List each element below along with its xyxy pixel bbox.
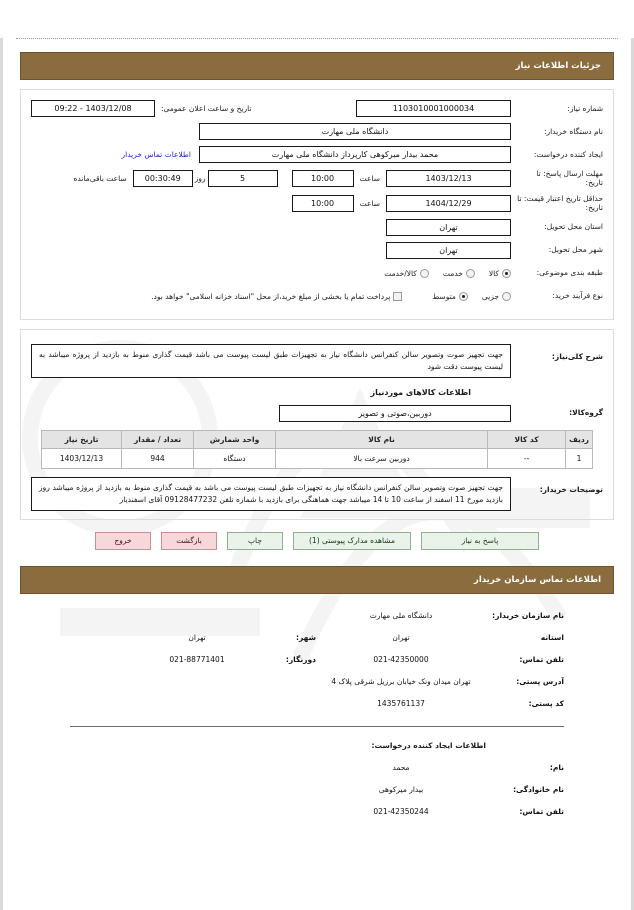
contact-city-label: شهر: bbox=[296, 633, 316, 643]
th-qty: تعداد / مقدار bbox=[122, 430, 194, 448]
creator-row-last-name bbox=[70, 784, 564, 796]
category-option-goods-service-label: کالا/خدمت bbox=[384, 268, 417, 278]
contact-row-address bbox=[70, 676, 564, 688]
category-option-goods-label: کالا bbox=[488, 268, 499, 278]
creator-label: ایجاد کننده درخواست: bbox=[533, 149, 603, 159]
goods-group-value: دوربین،صوتی و تصویر bbox=[279, 405, 511, 422]
need-summary-label: شرح کلی‌نیاز: bbox=[551, 351, 603, 361]
goods-table-head bbox=[42, 430, 593, 448]
buyer-org-label: نام دستگاه خریدار: bbox=[543, 126, 603, 136]
contact-org-name-label: نام سازمان خریدار: bbox=[492, 611, 564, 621]
exit-button[interactable]: خروج bbox=[95, 532, 151, 550]
need-details-panel bbox=[20, 89, 614, 320]
creator-row-phone bbox=[70, 806, 564, 818]
row-deadline bbox=[31, 169, 603, 188]
th-radif: ردیف bbox=[566, 430, 593, 448]
row-buyer-org bbox=[31, 123, 603, 140]
treasury-bond-checkbox-icon[interactable] bbox=[393, 292, 402, 301]
th-code: کد کالا bbox=[488, 430, 566, 448]
contact-row-org-name bbox=[70, 610, 564, 622]
deadline-time-label: ساعت bbox=[359, 173, 380, 183]
contact-phone-label: تلفن تماس: bbox=[519, 655, 564, 665]
creator-phone-value: 021-42350244 bbox=[373, 807, 429, 817]
respond-to-need-button[interactable]: پاسخ به نیاز bbox=[421, 532, 539, 550]
remaining-time-label: ساعت باقی‌مانده bbox=[73, 173, 127, 183]
creator-value: محمد بیدار میرکوهی کارپرداز دانشگاه ملی مهارت bbox=[199, 146, 511, 163]
radio-goods-service-icon[interactable] bbox=[420, 269, 429, 278]
deadline-date-value: 1403/12/13 bbox=[386, 170, 511, 187]
creator-first-name-label: نام: bbox=[549, 763, 564, 773]
creator-section-title: اطلاعات ایجاد کننده درخواست: bbox=[371, 740, 486, 750]
creator-first-name-value: محمد bbox=[392, 763, 410, 773]
process-option-medium[interactable] bbox=[432, 292, 468, 301]
price-validity-time-value: 10:00 bbox=[292, 195, 354, 212]
contact-row-phone bbox=[70, 654, 564, 666]
section-header-buyer-contact bbox=[20, 566, 614, 594]
creator-last-name-label: نام خانوادگی: bbox=[513, 785, 564, 795]
goods-table bbox=[41, 430, 593, 469]
page-sheet bbox=[0, 38, 634, 818]
row-need-summary bbox=[31, 344, 603, 378]
delivery-city-value: تهران bbox=[386, 242, 511, 259]
section-header-buyer-contact-label: اطلاعات تماس سازمان خریدار bbox=[473, 574, 601, 585]
price-validity-time-label: ساعت bbox=[359, 198, 380, 208]
process-option-minor-label: جزیی bbox=[481, 291, 499, 301]
contact-province-value: تهران bbox=[392, 633, 410, 643]
remaining-days-value: 5 bbox=[208, 170, 278, 187]
action-buttons bbox=[8, 532, 626, 550]
goods-section-title: اطلاعات کالاهای موردنیاز bbox=[370, 387, 471, 397]
contact-address-label: آدرس پستی: bbox=[516, 677, 564, 687]
delivery-province-label: استان محل تحویل: bbox=[544, 222, 603, 232]
cell-unit: دستگاه bbox=[194, 448, 276, 468]
price-validity-date-value: 1404/12/29 bbox=[386, 195, 511, 212]
contact-address-value: تهران میدان ونک خیابان برزیل شرقی پلاک 4 bbox=[331, 677, 471, 687]
view-attachments-button[interactable]: مشاهده مدارک پیوستی (1) bbox=[293, 532, 411, 550]
purchase-process-label: نوع فرآیند خرید: bbox=[552, 291, 603, 301]
creator-phone-label: تلفن تماس: bbox=[519, 807, 564, 817]
back-button[interactable]: بازگشت bbox=[161, 532, 217, 550]
contact-phone-value: 021-42350000 bbox=[373, 655, 429, 665]
announce-date-label: تاریخ و ساعت اعلان عمومی: bbox=[161, 104, 252, 113]
contact-divider bbox=[70, 726, 564, 727]
category-option-goods-service[interactable] bbox=[384, 269, 429, 278]
cell-name: دوربین سرعت بالا bbox=[276, 448, 488, 468]
buyer-notes-value: جهت تجهیز صوت وتصویر سالن کنفرانس دانشگاه نیاز به تجهیزات طبق لیست پیوست می باشد به قیمت گذاری منوط به بازدید از پروژه میباشد روز بازدید مورخ 11 اسفند از ساعت 10 تا 14 میباشد جهت هماهنگی برای بازدید با شماره تلفن 09128477232 آقای اسفندیار bbox=[31, 477, 511, 511]
contact-province-label: استانه bbox=[540, 633, 564, 643]
contact-org-name-value: دانشگاه ملی مهارت bbox=[369, 611, 433, 621]
summary-and-goods-panel bbox=[20, 329, 614, 520]
top-dotted-separator bbox=[16, 38, 618, 39]
treasury-bond-label: پرداخت تمام یا بخشی از مبلغ خرید،از محل "اسناد خزانه اسلامی" خواهد بود. bbox=[151, 291, 391, 301]
remaining-days-label: روز bbox=[194, 173, 206, 183]
price-validity-label: حداقل تاریخ اعتبار قیمت: تا تاریخ: bbox=[517, 193, 603, 213]
delivery-city-label: شهر محل تحویل: bbox=[548, 245, 603, 255]
remaining-time-value: 00:30:49 bbox=[133, 170, 193, 187]
row-buyer-notes bbox=[31, 477, 603, 511]
buyer-contact-panel bbox=[8, 610, 626, 710]
process-option-minor[interactable] bbox=[482, 292, 511, 301]
creator-panel bbox=[8, 762, 626, 818]
row-purchase-process bbox=[31, 288, 603, 305]
section-header-need-details bbox=[20, 52, 614, 80]
deadline-time-value: 10:00 bbox=[292, 170, 354, 187]
radio-minor-icon[interactable] bbox=[502, 292, 511, 301]
th-date: تاریخ نیاز bbox=[42, 430, 122, 448]
category-option-goods[interactable] bbox=[489, 269, 511, 278]
creator-last-name-value: بیدار میرکوهی bbox=[378, 785, 424, 795]
row-subject-category bbox=[31, 265, 603, 282]
cell-qty: 944 bbox=[122, 448, 194, 468]
need-number-label: شماره نیاز: bbox=[567, 103, 603, 113]
radio-medium-icon[interactable] bbox=[459, 292, 468, 301]
cell-code: -- bbox=[488, 448, 566, 468]
delivery-province-value: تهران bbox=[386, 219, 511, 236]
row-delivery-province bbox=[31, 219, 603, 236]
row-delivery-city bbox=[31, 242, 603, 259]
buyer-org-value: دانشگاه ملی مهارت bbox=[199, 123, 511, 140]
section-header-need-details-label: جزئیات اطلاعات نیاز bbox=[515, 61, 601, 71]
radio-service-icon[interactable] bbox=[466, 269, 475, 278]
need-summary-value: جهت تجهیز صوت وتصویر سالن کنفرانس دانشگاه نیاز به تجهیزات طبق لیست پیوست می باشد قیمت گذاری منوط به بازدید از پروژه میباشد به لیست پیوست دقت شود bbox=[31, 344, 511, 378]
buyer-contact-info-link[interactable]: اطلاعات تماس خریدار bbox=[121, 150, 191, 159]
contact-fax-value: 021-88771401 bbox=[169, 655, 225, 665]
contact-row-postal bbox=[70, 698, 564, 710]
goods-group-label: گروه‌کالا: bbox=[569, 408, 603, 418]
creator-row-first-name bbox=[70, 762, 564, 774]
process-option-medium-label: متوسط bbox=[432, 291, 456, 301]
contact-postal-label: کد پستی: bbox=[528, 699, 564, 709]
category-option-service[interactable] bbox=[443, 269, 475, 278]
th-name: نام کالا bbox=[276, 430, 488, 448]
treasury-bond-checkbox-wrap[interactable] bbox=[151, 292, 402, 301]
purchase-process-options bbox=[141, 292, 511, 301]
row-goods-group bbox=[31, 405, 603, 422]
contact-city-value: تهران bbox=[188, 633, 206, 643]
deadline-label: مهلت ارسال پاسخ: تا تاریخ: bbox=[536, 169, 603, 188]
subject-category-label: طبقه بندی موضوعی: bbox=[536, 268, 603, 278]
announce-date-value: 1403/12/08 - 09:22 bbox=[31, 100, 155, 117]
cell-date: 1403/12/13 bbox=[42, 448, 122, 468]
cell-radif: 1 bbox=[566, 448, 593, 468]
th-unit: واحد شمارش bbox=[194, 430, 276, 448]
goods-table-wrap bbox=[41, 430, 593, 469]
category-option-service-label: خدمت bbox=[442, 268, 463, 278]
need-number-value: 1103010001000034 bbox=[356, 100, 511, 117]
goods-table-body bbox=[42, 448, 593, 468]
row-need-number bbox=[31, 100, 603, 117]
row-creator bbox=[31, 146, 603, 163]
contact-fax-label: دورنگار: bbox=[285, 655, 316, 665]
table-row bbox=[42, 448, 593, 468]
print-button[interactable]: چاپ bbox=[227, 532, 283, 550]
buyer-notes-label: توضیحات خریدار: bbox=[539, 484, 603, 494]
subject-category-options bbox=[374, 269, 511, 278]
contact-postal-value: 1435761137 bbox=[377, 699, 425, 709]
radio-goods-icon[interactable] bbox=[502, 269, 511, 278]
goods-table-header-row bbox=[42, 430, 593, 448]
row-price-validity bbox=[31, 194, 603, 213]
contact-row-location bbox=[70, 632, 564, 644]
